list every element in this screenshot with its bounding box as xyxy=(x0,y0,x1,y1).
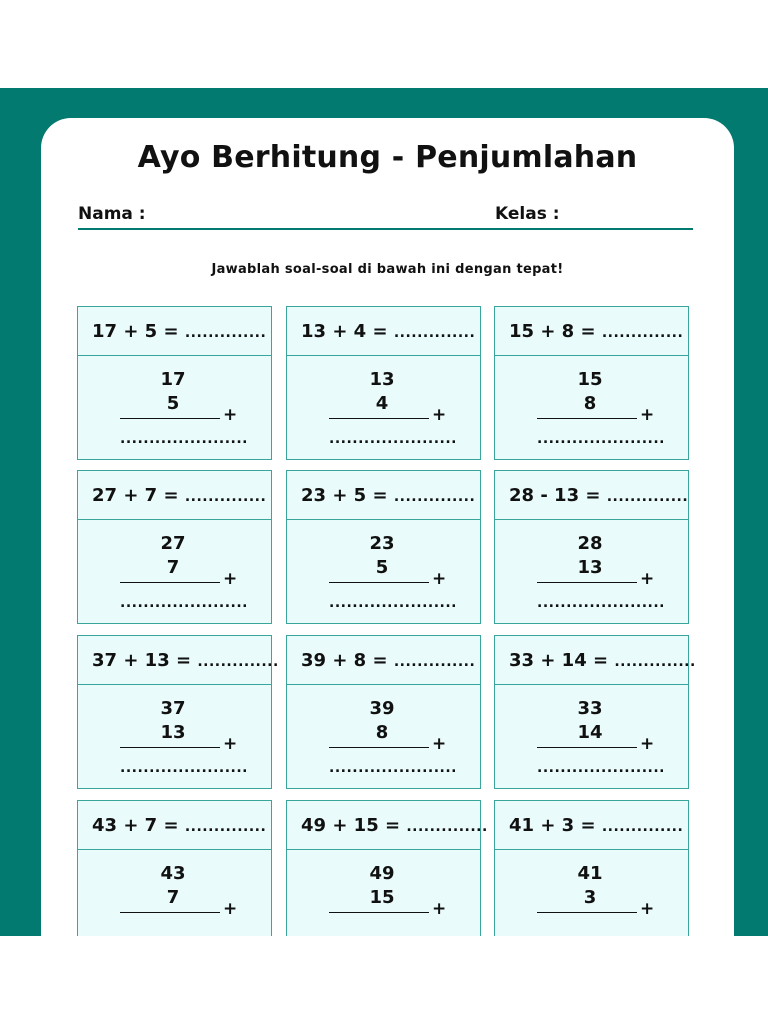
class-label: Kelas : xyxy=(495,204,560,224)
problem-answer-blank: .............. xyxy=(606,489,689,505)
problem-expression: 28 - 13 = xyxy=(509,485,601,506)
addend-top: 49 xyxy=(369,863,395,884)
problem-header xyxy=(287,471,480,520)
problem-card xyxy=(494,635,696,789)
sum-line xyxy=(537,747,637,748)
problem-expression: 17 + 5 = xyxy=(92,321,179,342)
problem-expression: 49 + 15 = xyxy=(301,815,401,836)
problem-header xyxy=(78,471,271,520)
problem-card xyxy=(286,306,481,460)
problem-expression: 13 + 4 = xyxy=(301,321,388,342)
sum-line xyxy=(537,418,637,419)
plus-sign: + xyxy=(432,569,447,589)
sum-answer-blank: ...................... xyxy=(329,760,458,776)
problem-card xyxy=(494,306,689,460)
addend-top: 27 xyxy=(160,533,186,554)
plus-sign: + xyxy=(432,734,447,754)
problem-answer-blank: .............. xyxy=(393,489,476,505)
addend-top: 15 xyxy=(577,369,603,390)
plus-sign: + xyxy=(223,734,238,754)
problem-card xyxy=(77,635,279,789)
problem-card xyxy=(494,470,689,624)
sum-answer-blank: ...................... xyxy=(120,431,249,447)
plus-sign: + xyxy=(223,405,238,425)
problem-expression: 43 + 7 = xyxy=(92,815,179,836)
addend-bottom: 8 xyxy=(375,722,389,743)
problem-expression: 23 + 5 = xyxy=(301,485,388,506)
sum-answer-blank: ...................... xyxy=(329,595,458,611)
sum-line xyxy=(537,912,637,913)
name-label: Nama : xyxy=(78,204,146,224)
sum-line xyxy=(537,582,637,583)
page-frame xyxy=(0,88,768,936)
problem-header xyxy=(495,636,696,685)
addend-bottom: 14 xyxy=(577,722,603,743)
problem-card xyxy=(286,800,488,936)
problem-answer-blank: .............. xyxy=(184,325,267,341)
sum-answer-blank: ...................... xyxy=(537,431,666,447)
problem-answer-blank: .............. xyxy=(406,819,488,835)
sum-line xyxy=(329,912,429,913)
plus-sign: + xyxy=(432,899,447,919)
sum-line xyxy=(120,582,220,583)
addend-bottom: 5 xyxy=(375,557,389,578)
plus-sign: + xyxy=(223,569,238,589)
addend-top: 13 xyxy=(369,369,395,390)
problem-expression: 27 + 7 = xyxy=(92,485,179,506)
addend-bottom: 15 xyxy=(369,887,395,908)
problem-header xyxy=(495,801,688,850)
instruction-text: Jawablah soal-soal di bawah ini dengan tepat! xyxy=(211,262,564,277)
addend-bottom: 7 xyxy=(166,887,180,908)
plus-sign: + xyxy=(432,405,447,425)
plus-sign: + xyxy=(640,405,655,425)
problem-expression: 41 + 3 = xyxy=(509,815,596,836)
problem-answer-blank: .............. xyxy=(601,819,684,835)
addend-top: 23 xyxy=(369,533,395,554)
sum-answer-blank: ...................... xyxy=(537,595,666,611)
problem-card xyxy=(77,470,272,624)
sum-answer-blank: ...................... xyxy=(329,431,458,447)
plus-sign: + xyxy=(640,569,655,589)
problem-header xyxy=(287,307,480,356)
addend-top: 28 xyxy=(577,533,603,554)
addend-bottom: 3 xyxy=(583,887,597,908)
addend-top: 43 xyxy=(160,863,186,884)
sum-line xyxy=(329,582,429,583)
addend-top: 17 xyxy=(160,369,186,390)
addend-bottom: 4 xyxy=(375,393,389,414)
plus-sign: + xyxy=(640,734,655,754)
field-divider xyxy=(78,228,693,230)
addend-bottom: 13 xyxy=(160,722,186,743)
sum-answer-blank: ...................... xyxy=(537,760,666,776)
problem-card xyxy=(286,470,481,624)
problem-answer-blank: .............. xyxy=(184,819,267,835)
problem-card xyxy=(77,800,272,936)
plus-sign: + xyxy=(640,899,655,919)
addend-bottom: 5 xyxy=(166,393,180,414)
problem-answer-blank: .............. xyxy=(197,654,279,670)
addend-bottom: 13 xyxy=(577,557,603,578)
problem-header xyxy=(78,307,271,356)
addend-top: 37 xyxy=(160,698,186,719)
problem-card xyxy=(77,306,272,460)
problem-expression: 15 + 8 = xyxy=(509,321,596,342)
problem-header xyxy=(495,471,688,520)
problem-answer-blank: .............. xyxy=(393,325,476,341)
plus-sign: + xyxy=(223,899,238,919)
problem-header xyxy=(287,801,488,850)
problem-header xyxy=(287,636,480,685)
problem-expression: 39 + 8 = xyxy=(301,650,388,671)
problem-answer-blank: .............. xyxy=(184,489,267,505)
problem-answer-blank: .............. xyxy=(601,325,684,341)
problem-header xyxy=(78,801,271,850)
problem-expression: 33 + 14 = xyxy=(509,650,609,671)
sum-answer-blank: ...................... xyxy=(120,595,249,611)
problem-header xyxy=(78,636,279,685)
problem-card xyxy=(494,800,689,936)
sum-line xyxy=(329,747,429,748)
sum-line xyxy=(120,912,220,913)
problem-answer-blank: .............. xyxy=(614,654,696,670)
worksheet-sheet xyxy=(41,118,734,936)
problem-expression: 37 + 13 = xyxy=(92,650,192,671)
sum-answer-blank: ...................... xyxy=(120,760,249,776)
sum-line xyxy=(329,418,429,419)
addend-top: 39 xyxy=(369,698,395,719)
problem-card xyxy=(286,635,481,789)
addend-bottom: 7 xyxy=(166,557,180,578)
addend-bottom: 8 xyxy=(583,393,597,414)
problem-header xyxy=(495,307,688,356)
addend-top: 41 xyxy=(577,863,603,884)
sum-line xyxy=(120,418,220,419)
problem-answer-blank: .............. xyxy=(393,654,476,670)
worksheet-title: Ayo Berhitung - Penjumlahan xyxy=(137,140,638,175)
addend-top: 33 xyxy=(577,698,603,719)
sum-line xyxy=(120,747,220,748)
